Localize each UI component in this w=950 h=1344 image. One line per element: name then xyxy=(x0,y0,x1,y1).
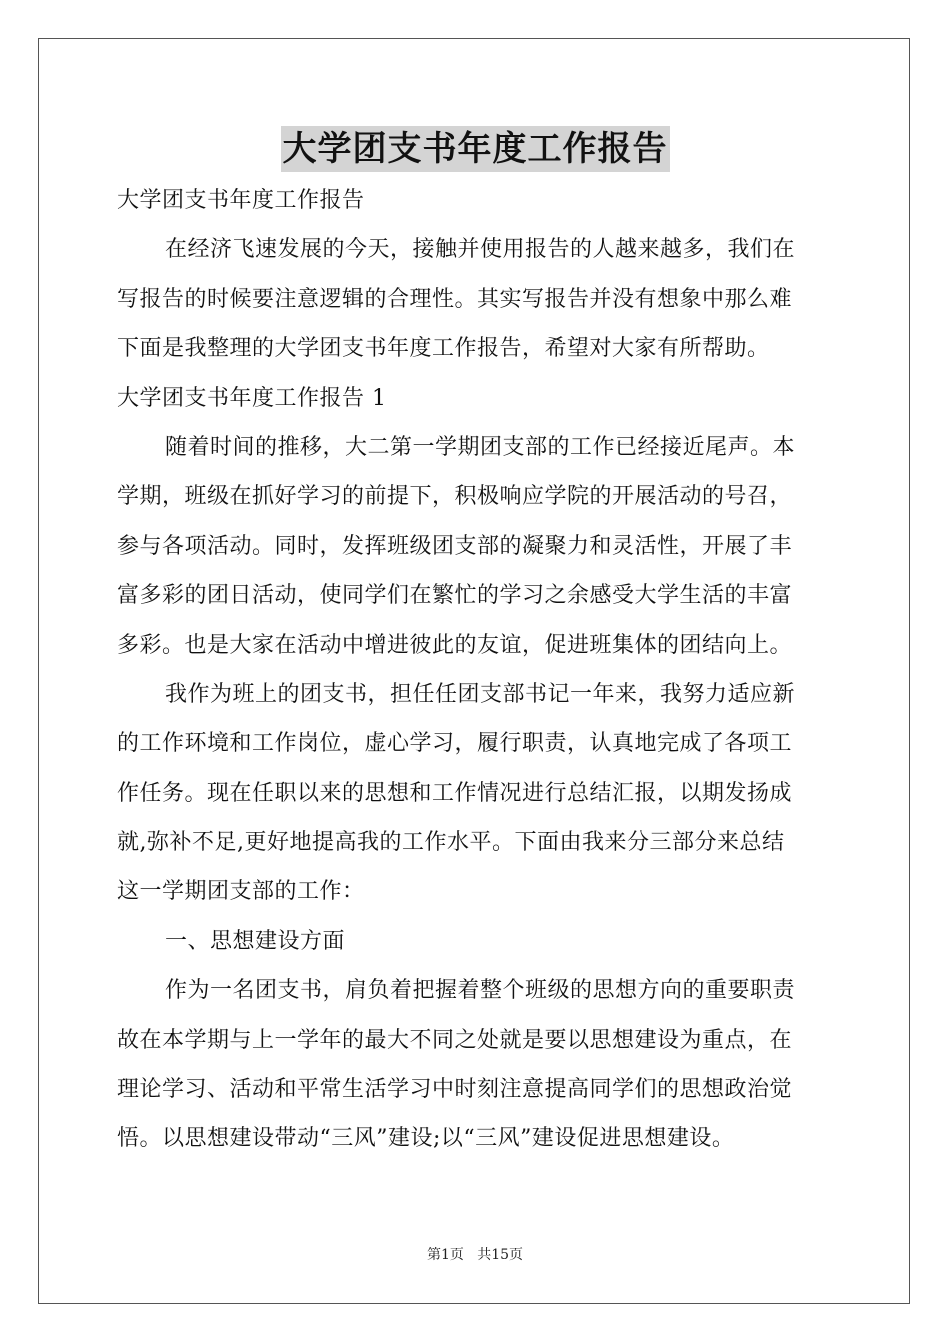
text-line: 一、思想建设方面 xyxy=(165,928,346,954)
text-line: 大学团支书年度工作报告 xyxy=(117,188,365,213)
text-line: 大学团支书年度工作报告 1 xyxy=(117,385,387,411)
text-line: 参与各项活动。同时，发挥班级团支部的凝聚力和灵活性，开展了丰 xyxy=(117,533,793,559)
text-line: 随着时间的推移，大二第一学期团支部的工作已经接近尾声。本 xyxy=(165,434,796,460)
text-line: 作任务。现在任职以来的思想和工作情况进行总结汇报，以期发扬成 xyxy=(117,780,793,806)
text-line: 故在本学期与上一学年的最大不同之处就是要以思想建设为重点，在 xyxy=(117,1027,793,1053)
text-line: 悟。以思想建设带动“三风”建设;以“三风”建设促进思想建设。 xyxy=(117,1126,735,1152)
text-line: 富多彩的团日活动，使同学们在繁忙的学习之余感受大学生活的丰富 xyxy=(117,583,793,609)
document-body xyxy=(117,176,833,1164)
text-line: 这一学期团支部的工作： xyxy=(117,879,365,905)
text-line: 就,弥补不足,更好地提高我的工作水平。下面由我来分三部分来总结 xyxy=(117,830,785,856)
text-line: 在经济飞速发展的今天，接触并使用报告的人越来越多，我们在 xyxy=(165,237,796,263)
text-line: 理论学习、活动和平常生活学习中时刻注意提高同学们的思想政治觉 xyxy=(117,1077,793,1103)
text-line: 的工作环境和工作岗位，虚心学习，履行职责，认真地完成了各项工 xyxy=(117,731,793,757)
text-line: 作为一名团支书，肩负着把握着整个班级的思想方向的重要职责 xyxy=(165,978,796,1004)
text-line: 多彩。也是大家在活动中增进彼此的友谊，促进班集体的团结向上。 xyxy=(117,632,793,658)
page-footer: 第1页 共15页 xyxy=(426,1247,524,1263)
title-wrap xyxy=(0,126,950,172)
text-line: 写报告的时候要注意逻辑的合理性。其实写报告并没有想象中那么难 xyxy=(117,286,793,312)
text-line: 下面是我整理的大学团支书年度工作报告，希望对大家有所帮助。 xyxy=(117,336,770,362)
document-title: 大学团支书年度工作报告 xyxy=(281,126,670,172)
text-line: 我作为班上的团支书，担任任团支部书记一年来，我努力适应新 xyxy=(165,681,796,707)
text-line: 学期，班级在抓好学习的前提下，积极响应学院的开展活动的号召， xyxy=(117,484,793,510)
